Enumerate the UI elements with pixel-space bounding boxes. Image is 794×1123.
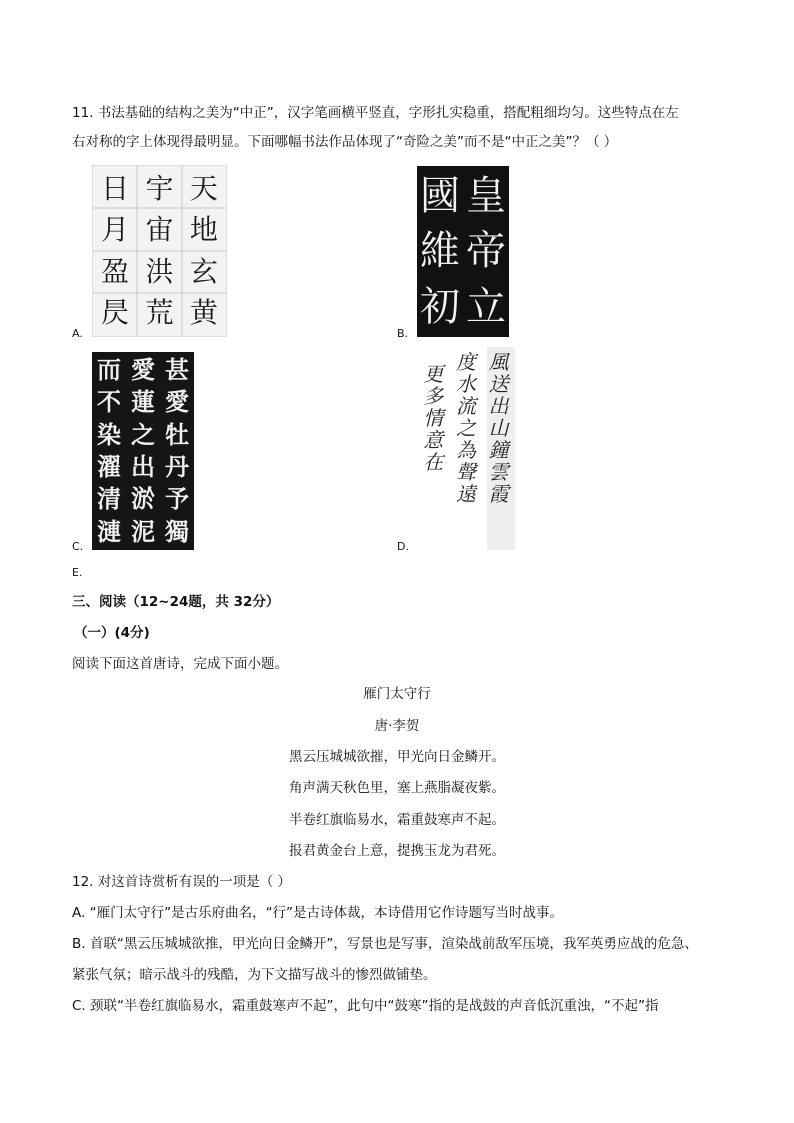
calligraphy-char: 之 bbox=[131, 419, 155, 449]
calligraphy-char: 予 bbox=[165, 484, 189, 514]
calligraphy-char: 昃 bbox=[101, 296, 130, 330]
calligraphy-char: 更 bbox=[423, 362, 444, 386]
calligraphy-char: 盈 bbox=[101, 254, 130, 288]
option-c-image[interactable] bbox=[92, 352, 194, 550]
calligraphy-char: 之 bbox=[455, 416, 476, 440]
calligraphy-column bbox=[463, 166, 509, 337]
option-d-label: D. bbox=[397, 540, 409, 553]
calligraphy-char: 淤 bbox=[131, 484, 155, 514]
option-a-label: A. bbox=[72, 327, 83, 340]
calligraphy-char: 霞 bbox=[488, 482, 509, 506]
q12-option-b-cont: 紧张气氛；暗示战斗的残酷，为下文描写战斗的惨烈做铺垫。 bbox=[72, 967, 437, 983]
calligraphy-char: 立 bbox=[466, 284, 506, 331]
calligraphy-char: 水 bbox=[455, 372, 476, 396]
calligraphy-char: 地 bbox=[189, 213, 218, 247]
calligraphy-char: 鐘 bbox=[488, 438, 509, 462]
calligraphy-char: 泥 bbox=[131, 516, 155, 546]
option-d-image[interactable] bbox=[417, 347, 515, 550]
calligraphy-column bbox=[137, 166, 181, 336]
calligraphy-column bbox=[482, 347, 515, 550]
calligraphy-char: 初 bbox=[420, 284, 460, 331]
calligraphy-char: 聲 bbox=[455, 460, 476, 484]
calligraphy-char: 玄 bbox=[189, 254, 218, 288]
calligraphy-column bbox=[126, 352, 160, 550]
option-a-image[interactable] bbox=[92, 165, 227, 337]
calligraphy-char: 度 bbox=[455, 350, 476, 374]
poem-line: 角声满天秋色里，塞上燕脂凝夜紫。 bbox=[289, 780, 505, 796]
option-b-image[interactable] bbox=[417, 166, 509, 337]
calligraphy-char: 甚 bbox=[165, 355, 189, 385]
calligraphy-char: 牡 bbox=[165, 419, 189, 449]
poem-author: 唐·李贺 bbox=[374, 718, 420, 734]
calligraphy-char: 山 bbox=[488, 416, 509, 440]
calligraphy-char: 日 bbox=[101, 171, 130, 205]
poem-line: 黑云压城城欲摧，甲光向日金鳞开。 bbox=[289, 749, 505, 765]
calligraphy-char: 染 bbox=[97, 419, 121, 449]
calligraphy-column bbox=[92, 352, 126, 550]
calligraphy-column bbox=[417, 166, 463, 337]
option-c-label: C. bbox=[72, 540, 84, 553]
calligraphy-char: 出 bbox=[131, 452, 155, 482]
calligraphy-char: 不 bbox=[97, 387, 121, 417]
calligraphy-char: 宇 bbox=[145, 171, 174, 205]
calligraphy-char: 愛 bbox=[165, 387, 189, 417]
q12-option-c[interactable]: C. 颈联“半卷红旗临易水，霜重鼓寒声不起”，此句中“鼓寒”指的是战鼓的声音低沉重浊，“不起”指 bbox=[72, 998, 659, 1014]
calligraphy-char: 丹 bbox=[165, 452, 189, 482]
poem-line: 报君黄金台上意，提携玉龙为君死。 bbox=[289, 843, 505, 859]
calligraphy-char: 在 bbox=[423, 450, 444, 474]
calligraphy-column bbox=[93, 166, 137, 336]
part-heading: （一）(4分) bbox=[74, 625, 150, 641]
calligraphy-char: 帝 bbox=[466, 228, 506, 275]
calligraphy-char: 荒 bbox=[145, 296, 174, 330]
calligraphy-char: 流 bbox=[455, 394, 476, 418]
option-e-label: E. bbox=[72, 566, 83, 579]
poem-line: 半卷红旗临易水，霜重鼓寒声不起。 bbox=[289, 812, 505, 828]
calligraphy-char: 送 bbox=[488, 372, 509, 396]
calligraphy-char: 出 bbox=[488, 394, 509, 418]
calligraphy-char: 多 bbox=[423, 384, 444, 408]
calligraphy-char: 遠 bbox=[455, 482, 476, 506]
q12-option-a[interactable]: A. “雁门太守行”是古乐府曲名，“行”是古诗体裁，本诗借用它作诗题写当时战事。 bbox=[72, 905, 564, 921]
calligraphy-char: 維 bbox=[420, 228, 460, 275]
calligraphy-char: 天 bbox=[189, 171, 218, 205]
calligraphy-char: 情 bbox=[423, 406, 444, 430]
calligraphy-char: 獨 bbox=[165, 516, 189, 546]
poem-title: 雁门太守行 bbox=[363, 686, 431, 702]
q12-option-b[interactable]: B. 首联“黑云压城城欲推，甲光向日金鳞开”，写景也是写事，渲染战前敌军压境，我军英勇应战的危急、 bbox=[72, 936, 698, 952]
calligraphy-char: 風 bbox=[488, 350, 509, 374]
calligraphy-char: 黄 bbox=[189, 296, 218, 330]
calligraphy-char: 蓮 bbox=[131, 387, 155, 417]
calligraphy-char: 意 bbox=[423, 428, 444, 452]
q11-stem-line1: 11. 书法基础的结构之美为“中正”，汉字笔画横平竖直，字形扎实稳重，搭配粗细均匀。这些特点在左 bbox=[72, 105, 679, 121]
q12-stem: 12. 对这首诗赏析有误的一项是（ ） bbox=[72, 874, 292, 890]
calligraphy-char: 國 bbox=[420, 172, 460, 219]
calligraphy-char: 月 bbox=[101, 213, 130, 247]
calligraphy-column bbox=[450, 347, 483, 550]
calligraphy-char: 為 bbox=[455, 438, 476, 462]
q11-stem-line2: 右对称的字上体现得最明显。下面哪幅书法作品体现了“奇险之美”而不是“中正之美”？（ ） bbox=[72, 134, 618, 150]
reading-instruction: 阅读下面这首唐诗，完成下面小题。 bbox=[72, 656, 288, 672]
calligraphy-char: 皇 bbox=[466, 172, 506, 219]
calligraphy-column bbox=[182, 166, 226, 336]
section-heading: 三、阅读（12~24题，共 32分） bbox=[72, 594, 280, 610]
calligraphy-char: 洪 bbox=[145, 254, 174, 288]
calligraphy-char: 愛 bbox=[131, 355, 155, 385]
option-b-label: B. bbox=[397, 327, 409, 340]
calligraphy-char: 漣 bbox=[97, 516, 121, 546]
calligraphy-char: 雲 bbox=[488, 460, 509, 484]
calligraphy-char: 而 bbox=[97, 355, 121, 385]
calligraphy-char: 清 bbox=[97, 484, 121, 514]
calligraphy-char: 宙 bbox=[145, 213, 174, 247]
calligraphy-column bbox=[417, 347, 450, 550]
calligraphy-char: 濯 bbox=[97, 452, 121, 482]
calligraphy-column bbox=[160, 352, 194, 550]
